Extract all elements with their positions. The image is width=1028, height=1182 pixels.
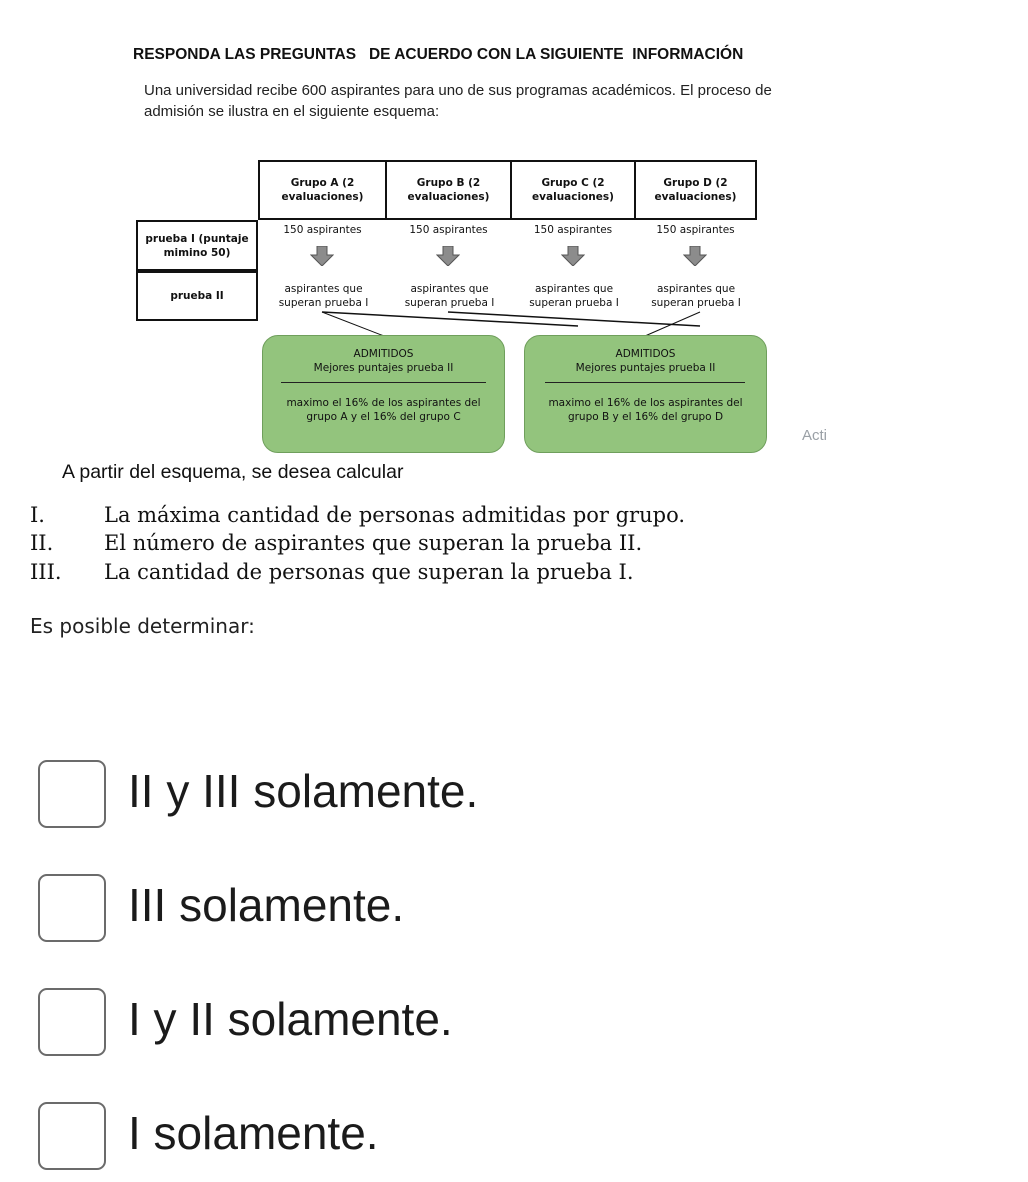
group-b-pass: aspirantes que superan prueba I bbox=[404, 283, 495, 309]
flow-lines bbox=[0, 0, 1028, 360]
prueba-ii-label: prueba II bbox=[136, 271, 258, 321]
option-label: II y III solamente. bbox=[128, 765, 479, 817]
option-label: I solamente. bbox=[128, 1107, 379, 1159]
admitidos-left-note: maximo el 16% de los aspirantes del grupo A y el 16% del grupo C bbox=[286, 397, 481, 423]
option-checkbox[interactable] bbox=[38, 760, 106, 828]
group-a-pass: aspirantes que superan prueba I bbox=[278, 283, 369, 309]
group-a-count: 150 aspirantes bbox=[283, 224, 362, 236]
page-heading: RESPONDA LAS PREGUNTAS DE ACUERDO CON LA SIGUIENTE INFORMACIÓN bbox=[133, 46, 744, 63]
group-c-count: 150 aspirantes bbox=[533, 224, 613, 236]
option-label: I y II solamente. bbox=[128, 993, 453, 1045]
admitidos-left-title: ADMITIDOS bbox=[353, 348, 414, 360]
option-label: III solamente. bbox=[128, 879, 405, 931]
option-i[interactable] bbox=[38, 1102, 938, 1172]
group-c-header: Grupo C (2 evaluaciones) bbox=[510, 160, 636, 220]
group-c-pass: aspirantes que superan prueba I bbox=[529, 283, 619, 309]
prompt-text: Es posible determinar: bbox=[30, 614, 255, 638]
group-d-header: Grupo D (2 evaluaciones) bbox=[634, 160, 757, 220]
activation-watermark: Acti bbox=[802, 427, 828, 444]
intro-paragraph: Una universidad recibe 600 aspirantes para uno de sus programas académicos. El proceso de admisión se ilustra en el siguiente esquema: bbox=[144, 82, 772, 120]
option-iii[interactable] bbox=[38, 874, 938, 944]
admitidos-left-subtitle: Mejores puntajes prueba II bbox=[313, 362, 454, 374]
option-checkbox[interactable] bbox=[38, 1102, 106, 1170]
group-d-pass: aspirantes que superan prueba I bbox=[651, 283, 741, 309]
option-i-ii[interactable] bbox=[38, 988, 938, 1058]
question-text: A partir del esquema, se desea calcular bbox=[62, 461, 404, 483]
group-a-header: Grupo A (2 evaluaciones) bbox=[258, 160, 387, 220]
option-checkbox[interactable] bbox=[38, 988, 106, 1056]
group-d-count: 150 aspirantes bbox=[656, 224, 735, 236]
option-checkbox[interactable] bbox=[38, 874, 106, 942]
admitidos-right-title: ADMITIDOS bbox=[615, 348, 676, 360]
admitidos-right-note: maximo el 16% de los aspirantes del grupo B y el 16% del grupo D bbox=[548, 397, 743, 423]
group-b-count: 150 aspirantes bbox=[409, 224, 488, 236]
admitidos-right-box bbox=[524, 335, 767, 453]
prueba-i-label: prueba I (puntaje mimino 50) bbox=[136, 220, 258, 271]
admitidos-right-subtitle: Mejores puntajes prueba II bbox=[575, 362, 716, 374]
group-b-header: Grupo B (2 evaluaciones) bbox=[385, 160, 512, 220]
admitidos-left-box bbox=[262, 335, 505, 453]
option-ii-iii[interactable] bbox=[38, 760, 938, 830]
